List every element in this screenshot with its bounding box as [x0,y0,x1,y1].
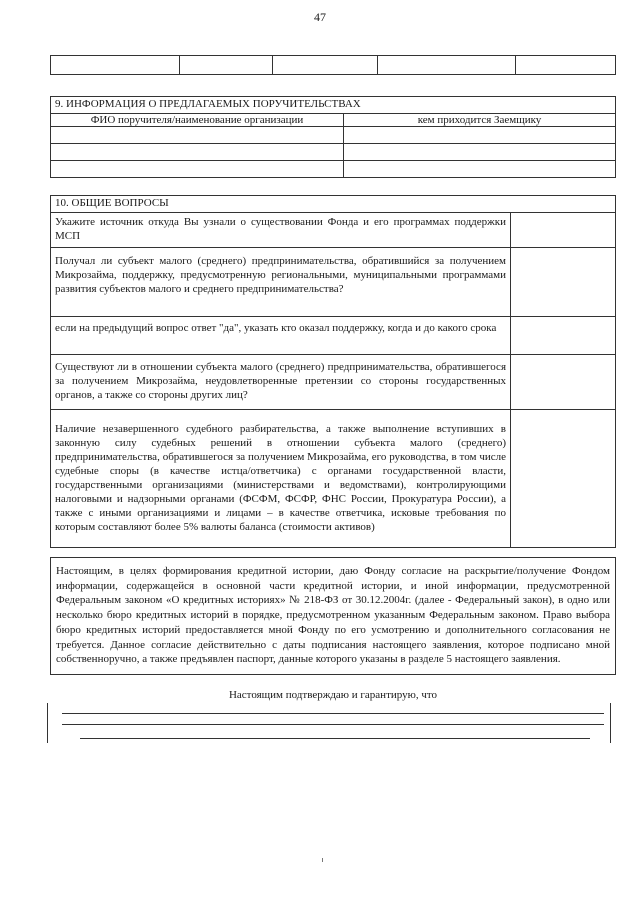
answer-cell[interactable] [511,317,616,355]
table-cell [378,56,516,75]
table-cell [516,56,616,75]
guarantor-name-cell[interactable] [51,144,344,161]
question-source: Укажите источник откуда Вы узнали о существовании Фонда и его программах поддержки МСП [51,213,511,248]
general-questions-table [50,195,616,548]
relation-cell[interactable] [344,144,616,161]
signature-line[interactable] [80,738,590,739]
question-litigation: Наличие незавершенного судебного разбирательства, а также выполнение вступивших в законную силу судебных решений в отношении субъекта малого (среднего) предпринимательства, обратившегося за получением Микрозайма, его руководства, в том числе судебные споры (в качестве истца/ответчика) с органами государственной власти, государственными организациями (министерствами и ведомствами), контролирующими налоговыми и надзорными органами (ФСФМ, ФСФР, ФНС России, Прокуратура России), а также с иными организациями и лицами – в качестве ответчика, исковые требования по которым составляют более 5% валюты баланса (стоимости активов) [51,410,511,548]
table-row [51,355,616,410]
section-9-title: 9. ИНФОРМАЦИЯ О ПРЕДЛАГАЕМЫХ ПОРУЧИТЕЛЬСТВАХ [51,97,616,114]
table-row [51,127,616,144]
table-row [51,144,616,161]
guarantor-name-cell[interactable] [51,127,344,144]
relation-header: кем приходится Заемщику [344,114,616,127]
answer-cell[interactable] [511,213,616,248]
table-row [51,56,616,75]
credit-history-consent: Настоящим, в целях формирования кредитной истории, даю Фонду согласие на раскрытие/получение Фондом информации, содержащейся в основной части кредитной истории, и иной информации, предусмотренной Федеральным законом «О кредитных историях» № 218-ФЗ от 30.12.2004г. (далее - Федеральный закон), в одно или несколько бюро кредитных историй в порядке, предусмотренном указанным Федеральным законом. Право выбора бюро кредитных историй предоставляется мной Фонду по его усмотрению и дополнительного согласования не требуется. Данное согласие действительно с даты подписания настоящего заявления, которое подписано мной собственноручно, а также предъявлен паспорт, данные которого указаны в разделе 5 настоящего заявления. [50,557,616,675]
table-row [51,410,616,548]
question-claims: Существуют ли в отношении субъекта малого (среднего) предпринимательства, обратившегося за получением Микрозайма, неудовлетворенные претензии со стороны государственных органов, а также со стороны других лиц? [51,355,511,410]
table-cell [273,56,378,75]
page-number: 47 [314,10,326,24]
signature-line[interactable] [62,724,604,725]
table-row [51,213,616,248]
guarantors-table [50,96,616,178]
answer-cell[interactable] [511,355,616,410]
guarantor-name-cell[interactable] [51,161,344,178]
table-row [51,317,616,355]
relation-cell[interactable] [344,161,616,178]
question-support-details: если на предыдущий вопрос ответ "да", указать кто оказал поддержку, когда и до какого срока [51,317,511,355]
table-row [51,248,616,317]
guarantor-name-header: ФИО поручителя/наименование организации [51,114,344,127]
question-support-received: Получал ли субъект малого (среднего) предпринимательства, обратившийся за получением Микрозайма, поддержку, предусмотренную региональными, муниципальными программами развития субъектов малого и среднего предпринимательства? [51,248,511,317]
confirmation-heading: Настоящим подтверждаю и гарантирую, что [228,689,438,701]
confirmation-bracket [47,703,611,743]
signature-line[interactable] [62,713,604,714]
section-10-title: 10. ОБЩИЕ ВОПРОСЫ [51,196,616,213]
answer-cell[interactable] [511,248,616,317]
table-cell [51,56,180,75]
table-cell [180,56,273,75]
relation-cell[interactable] [344,127,616,144]
scan-mark [322,858,323,862]
previous-table-remnant [50,55,616,75]
answer-cell[interactable] [511,410,616,548]
table-row [51,161,616,178]
